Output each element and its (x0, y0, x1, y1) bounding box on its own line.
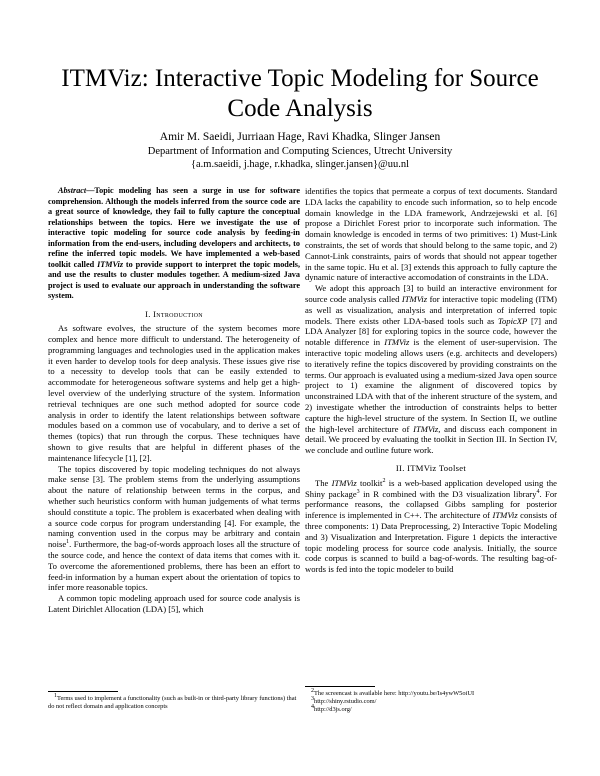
intro-paragraph-3: A common topic modeling approach used for source code analysis is Latent Dirichlet Allocation (LDA) [5], which (48, 593, 300, 615)
right-p2-text-e: , and discuss each component in detail. We proceed by evaluating the toolkit in Section III. In Section IV, we conclude and outline future work. (305, 423, 557, 456)
right-p2-text-c: [7] and LDA Analyzer [8] for exploring topics in the source code, however the notable difference in (305, 315, 558, 348)
abstract-text: —Topic modeling has seen a surge in use for software comprehension. Although the models inferred from the source code are a great source of knowledge, they fail to fully capture the conceptual relationships between the topics. Here we investigate the use of interactive topic modeling for source code analysis by feeding-in information from the end-users, including developers and architects, to refine the inferred topic models. We have implemented a web-based toolkit called (48, 186, 300, 269)
footnote-ref-3: 3 (356, 488, 360, 495)
author-affiliation: Department of Information and Computing Sciences, Utrecht University (147, 146, 453, 157)
footnote-3-number: 3 (311, 695, 314, 702)
tool-name: ITMViz (331, 477, 357, 488)
footnote-1-text: Terms used to implement a functionality (such as built-in or third-party library functions) that do not reflect domain and application concepts (48, 695, 297, 710)
toolset-text-d: . For performance reasons, the collapsed Gibbs sampling for posterior inference is implemented in C++. The architecture of (305, 488, 557, 521)
section-heading-toolset: II. ITMViz Toolset (395, 462, 467, 473)
left-footnotes (48, 691, 300, 711)
tool-name: ITMViz (492, 510, 518, 521)
abstract (48, 186, 300, 302)
toolset-text-c: in R combined with the D3 visualization library (363, 488, 537, 499)
footnote-rule (48, 691, 118, 692)
paper-title: ITMViz: Interactive Topic Modeling for Source Code Analysis (61, 65, 539, 122)
abstract-label: Abstract (58, 186, 87, 195)
right-footnotes (305, 686, 557, 714)
right-p2-text-a: We adopt this approach [3] to build an interactive environment for source code analysis called (305, 283, 557, 304)
footnote-3-link[interactable]: http://shiny.rstudio.com/ (314, 698, 377, 705)
intro-p2-text-b: . Furthermore, the bag-of-words approach loses all the structure of the source code, and hence the context of data items that comes with it. To overcome the aforementioned problems, there has been an effort to feed-in information by a human expert about the orientation of topics to infer more reasonable topics. (48, 539, 300, 593)
footnote-2 (305, 687, 557, 698)
tool-name: ITMViz (384, 337, 410, 348)
footnote-3 (305, 695, 557, 706)
author-block (60, 130, 540, 171)
tool-name: ITMViz (401, 293, 428, 304)
author-names: Amir M. Saeidi, Jurriaan Hage, Ravi Khadka, Slinger Jansen (159, 131, 441, 143)
footnote-2-number: 2 (311, 687, 314, 694)
footnote-4-number: 4 (311, 703, 314, 710)
footnote-1-number: 1 (54, 692, 57, 699)
footnote-rule (305, 686, 375, 687)
intro-paragraph-1: As software evolves, the structure of the system becomes more complex and hence more difficult to understand. The heterogeneity of programming languages and technologies used in the application makes it even harder to develop tools for deep analysis. These issues give rise to a necessity to develop tools that can be easily extended to accommodate for heterogeneous software systems and help get a high-level overview of the underlying structure of the system. Information retrieval techniques are one such method adopted for source code analysis in order to identify the latent relationships between software modules based on a common use of vocabulary, and to derive a set of themes (topics) that run through the corpus. These techniques have shown to give results that are helpful in different phases of the maintenance lifecycle [1], [2]. (48, 323, 300, 463)
section-heading-introduction: I. Introduction (145, 308, 203, 319)
toolset-text-a: toolkit (360, 477, 383, 488)
footnote-4 (305, 703, 557, 714)
right-paragraph-1: identifies the topics that permeate a corpus of text documents. Standard LDA lacks the capability to encode such information, so to help encode domain knowledge in the LDA framework, Andrzejewski et al. [6] propose a Dirichlet Forest prior to incorporate such information. The domain knowledge is encoded in terms of two primitives: 1) Must-Link constraints, the set of words that should belong to the same topic, and 2) Cannot-Link constraints, pairs of words that should not appear together in the same topic. Hu et al. [3] extends this approach to fully capture the dynamic nature of interactive accomodation of constraints in the LDA. (305, 186, 557, 283)
right-column (305, 186, 557, 575)
right-p2-text-d: is the element of user-supervision. The interactive topic modeling allows users (e.g. architects and developers) to iteratively refine the topics discovered by providing constraints on the terms. Our approach is evaluated using a medium-sized Java open source project to 1) examine the alignment of discovered topics by unconstrained LDA with that of the inherent structure of the system, and 2) investigate whether the introduction of constraints helps to better capture the high-level structure of the system. In Section II, we outline the high-level architecture of (305, 337, 558, 434)
toolset-text-e: consists of three components: 1) Data Preprocessing, 2) Interactive Topic Modeling and 3) Visualization and Interpretation. Figure 1 depicts the interactive topic modeling process for source code analysis. Initially, the source code corpus is scanned to build a bag-of-words. The resulting bag-of-words is fed into the topic modeler to build (305, 510, 558, 575)
toolset-text-pre: The (315, 477, 329, 488)
intro-p2-text-a: The topics discovered by topic modeling techniques do not always make sense [3]. The problem stems from the underlying assumptions about the nature of relationship between terms in the corpus, and whether such heuristics conform with human judgements of what terms should constitute a topic. The problem is exacerbated when dealing with a source code corpus for program understanding [4]. For example, the naming convention used in the corpus may be arbitrary and contain noise (48, 463, 300, 550)
footnote-1 (48, 692, 300, 711)
abstract-text-end: to provide support to interpret the topic models, and use the results to cluster modules together. A medium-sized Java project is used to evaluate our approach in understanding the software system. (48, 259, 301, 300)
footnote-4-link[interactable]: http://d3js.org/ (314, 706, 352, 713)
footnote-ref-2: 2 (382, 477, 386, 484)
abstract-tool-name: ITMViz (97, 259, 123, 269)
footnote-ref-4: 4 (536, 488, 540, 495)
footnote-2-text[interactable]: The screencast is available here: http://youtu.be/Is4ywW5oiUI (314, 690, 475, 697)
right-p2-text-b: for interactive topic modeling (ITM) as well as visualization, analysis and interpretation of inferred topic models. There exists other LDA-based tools such as (305, 293, 557, 326)
intro-paragraph-2 (48, 464, 300, 594)
author-emails: {a.m.saeidi, j.hage, r.khadka, slinger.jansen}@uu.nl (190, 159, 410, 170)
footnote-ref-1: 1 (66, 539, 70, 546)
right-paragraph-2 (305, 283, 557, 456)
topicxp-name: TopicXP (497, 315, 528, 326)
tool-name: ITMViz (413, 423, 439, 434)
toolset-text-b: is a web-based application developed using the Shiny package (305, 477, 557, 499)
left-column (48, 186, 300, 615)
toolset-paragraph-1 (305, 478, 557, 575)
